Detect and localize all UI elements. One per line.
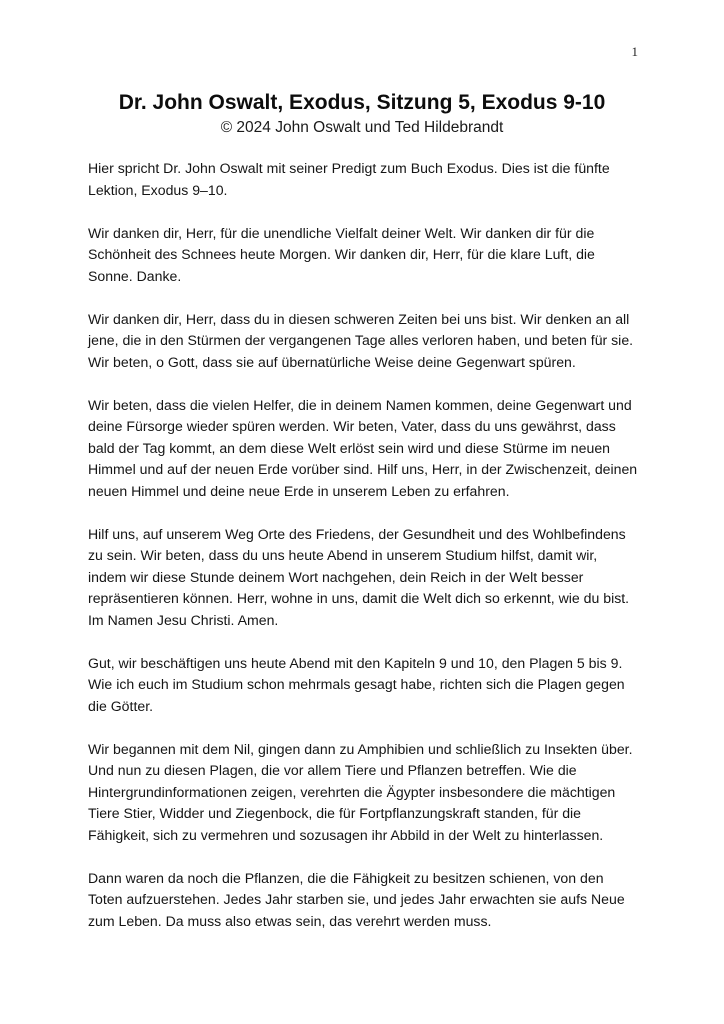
paragraph-chapters: Gut, wir beschäftigen uns heute Abend mit den Kapiteln 9 und 10, den Plagen 5 bis 9. Wie ich euch im Studium schon mehrmals gesagt habe, richten sich die Plagen gegen die Götter. (88, 654, 625, 714)
paragraph-intro: Hier spricht Dr. John Oswalt mit seiner Predigt zum Buch Exodus. Dies ist die fünfte Lektion, Exodus 9–10. (88, 160, 610, 198)
paragraph-prayer-study: Hilf uns, auf unserem Weg Orte des Friedens, der Gesundheit und des Wohlbefindens zu sein. Wir beten, dass du uns heute Abend in unserem Studium hilfst, damit wir, indem wir diese Stunde deinem Wort nachgehen, dein Reich in der Welt besser repräsentieren können. Herr, wohne in uns, damit die Welt dich so erkennt, wie du bist. Im Namen Jesu Christi. Amen. (88, 525, 630, 628)
paragraph-thanks-presence: Wir danken dir, Herr, dass du in diesen schweren Zeiten bei uns bist. Wir denken an all jene, die in den Stürmen der vergangenen Tage alles verloren haben, und beten für sie. Wir beten, o Gott, dass sie auf übernatürliche Weise deine Gegenwart spüren. (88, 310, 634, 370)
paragraph-thanks-world: Wir danken dir, Herr, für die unendliche Vielfalt deiner Welt. Wir danken dir für die Schönheit des Schnees heute Morgen. Wir danken dir, Herr, für die klare Luft, die Sonne. Danke. (88, 224, 595, 284)
document-body (88, 158, 638, 954)
paragraph-nile-plagues: Wir begannen mit dem Nil, gingen dann zu Amphibien und schließlich zu Insekten über. Und nun zu diesen Plagen, die vor allem Tiere und Pflanzen betreffen. Wie die Hintergrundinformationen zeigen, verehrten die Ägypter insbesondere die mächtigen Tiere Stier, Widder und Ziegenbock, die für Fortpflanzungskraft standen, für die Fähigkeit, sich zu vermehren und sozusagen ihr Abbild in der Welt zu hinterlassen. (88, 740, 633, 843)
document-title: Dr. John Oswalt, Exodus, Sitzung 5, Exodus 9-10 (118, 91, 606, 114)
copyright-line: © 2024 John Oswalt und Ted Hildebrandt (220, 119, 504, 136)
paragraph-plants: Dann waren da noch die Pflanzen, die die Fähigkeit zu besitzen schienen, von den Toten aufzuerstehen. Jedes Jahr starben sie, und jedes Jahr erwachten sie aufs Neue zum Leben. Da muss also etwas sein, das verehrt werden muss. (88, 869, 625, 929)
paragraph-prayer-helpers: Wir beten, dass die vielen Helfer, die in deinem Namen kommen, deine Gegenwart und deine Fürsorge wieder spüren werden. Wir beten, Vater, dass du uns gewährst, dass bald der Tag kommt, an dem diese Welt erlöst sein wird und diese Stürme im neuen Himmel und auf der neuen Erde vorüber sind. Hilf uns, Herr, in der Zwischenzeit, deinen neuen Himmel und deine neue Erde in unserem Leben zu erfahren. (88, 396, 638, 499)
page-number: 1 (631, 44, 638, 59)
document-header (0, 90, 724, 138)
